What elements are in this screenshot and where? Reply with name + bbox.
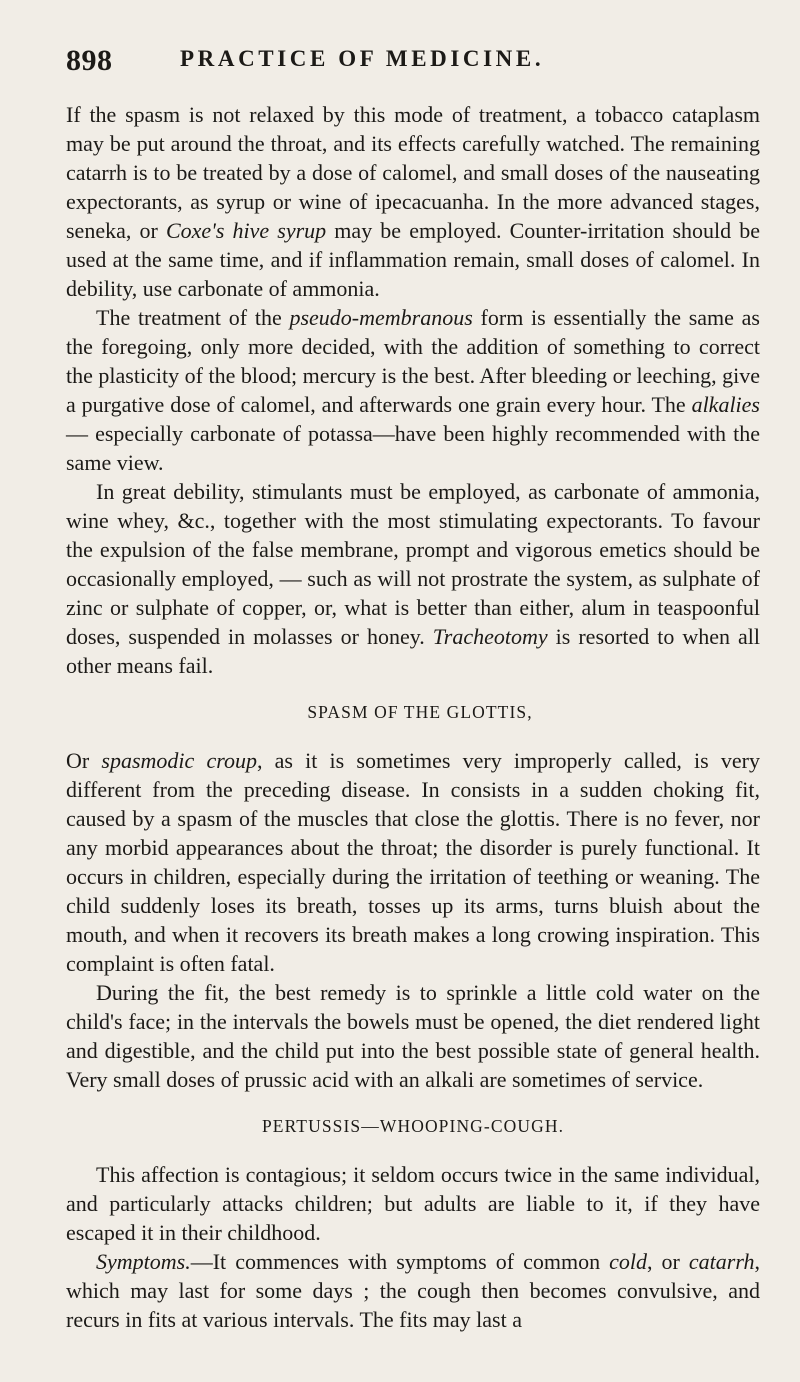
page-number: 898 [66, 44, 113, 77]
paragraph-during-the-fit: During the fit, the best remedy is to sprinkle a little cold water on the child's face; in the intervals the bowels must be opened, the diet rendered light and digestible, and the child put into the best possible state of general health. Very small doses of prussic acid with an alkali are sometimes of service. [66, 980, 760, 1092]
italic-term: cold [609, 1249, 647, 1274]
running-head [66, 44, 760, 76]
paragraph-spasmodic-croup: Or spasmodic croup, as it is sometimes very improperly called, is very different from the preceding disease. In consists in a sudden choking fit, caused by a spasm of the muscles that close the glottis. There is no fever, nor any morbid appearances about the throat; the disorder is purely functional. It occurs in children, especially during the irritation of teething or weaning. The child suddenly loses its breath, tosses up its arms, turns bluish about the mouth, and when it recovers its breath makes a long crowing inspiration. This complaint is often fatal. [66, 748, 760, 976]
italic-term: Tracheotomy [432, 624, 548, 649]
paragraph-great-debility: In great debility, stimulants must be employed, as carbonate of ammonia, wine whey, &c., together with the most stimulating expectorants. To favour the expulsion of the false membrane, prompt and vigorous emetics should be occasionally employed, — such as will not prostrate the system, as sulphate of zinc or sulphate of copper, or, what is better than either, alum in teaspoonful doses, suspended in molasses or honey. Tracheotomy is resorted to when all other means fail. [66, 479, 760, 678]
paragraph-pseudo-membranous: The treatment of the pseudo-membranous form is essentially the same as the foregoing, only more decided, with the addition of something to correct the plasticity of the blood; mercury is the best. After bleeding or leeching, give a purgative dose of calomel, and afterwards one grain every hour. The alkalies — especially carbonate of potassa—have been highly recommended with the same view. [66, 305, 760, 475]
section-heading-pertussis: PERTUSSIS—WHOOPING-COUGH. [261, 1116, 565, 1136]
italic-term: catarrh [688, 1249, 755, 1274]
italic-term: Symptoms. [96, 1249, 191, 1274]
section-heading-spasm-of-glottis: SPASM OF THE GLOTTIS, [307, 702, 533, 722]
italic-term: spasmodic croup [101, 748, 257, 773]
book-page [0, 44, 800, 1382]
paragraph-spasm-treatment: If the spasm is not relaxed by this mode of treatment, a tobacco cataplasm may be put around the throat, and its effects carefully watched. The remaining catarrh is to be treated by a dose of calomel, and small doses of the nauseating expectorants, as syrup or wine of ipecacuanha. In the more advanced stages, seneka, or Coxe's hive syrup may be employed. Counter-irritation should be used at the same time, and if inflammation remain, small doses of calomel. In debility, use carbonate of ammonia. [66, 102, 761, 301]
running-title: PRACTICE OF MEDICINE. [180, 46, 545, 71]
paragraph-contagious: This affection is contagious; it seldom occurs twice in the same individual, and particularly attacks children; but adults are liable to it, if they have escaped it in their childhood. [66, 1162, 760, 1245]
italic-term: alkalies [691, 392, 760, 417]
paragraph-symptoms: Symptoms.—It commences with symptoms of common cold, or catarrh, which may last for some days ; the cough then becomes convulsive, and recurs in fits at various intervals. The fits may last a [66, 1249, 761, 1332]
italic-term: pseudo-membranous [289, 305, 473, 330]
italic-term: Coxe's hive syrup [165, 218, 327, 243]
